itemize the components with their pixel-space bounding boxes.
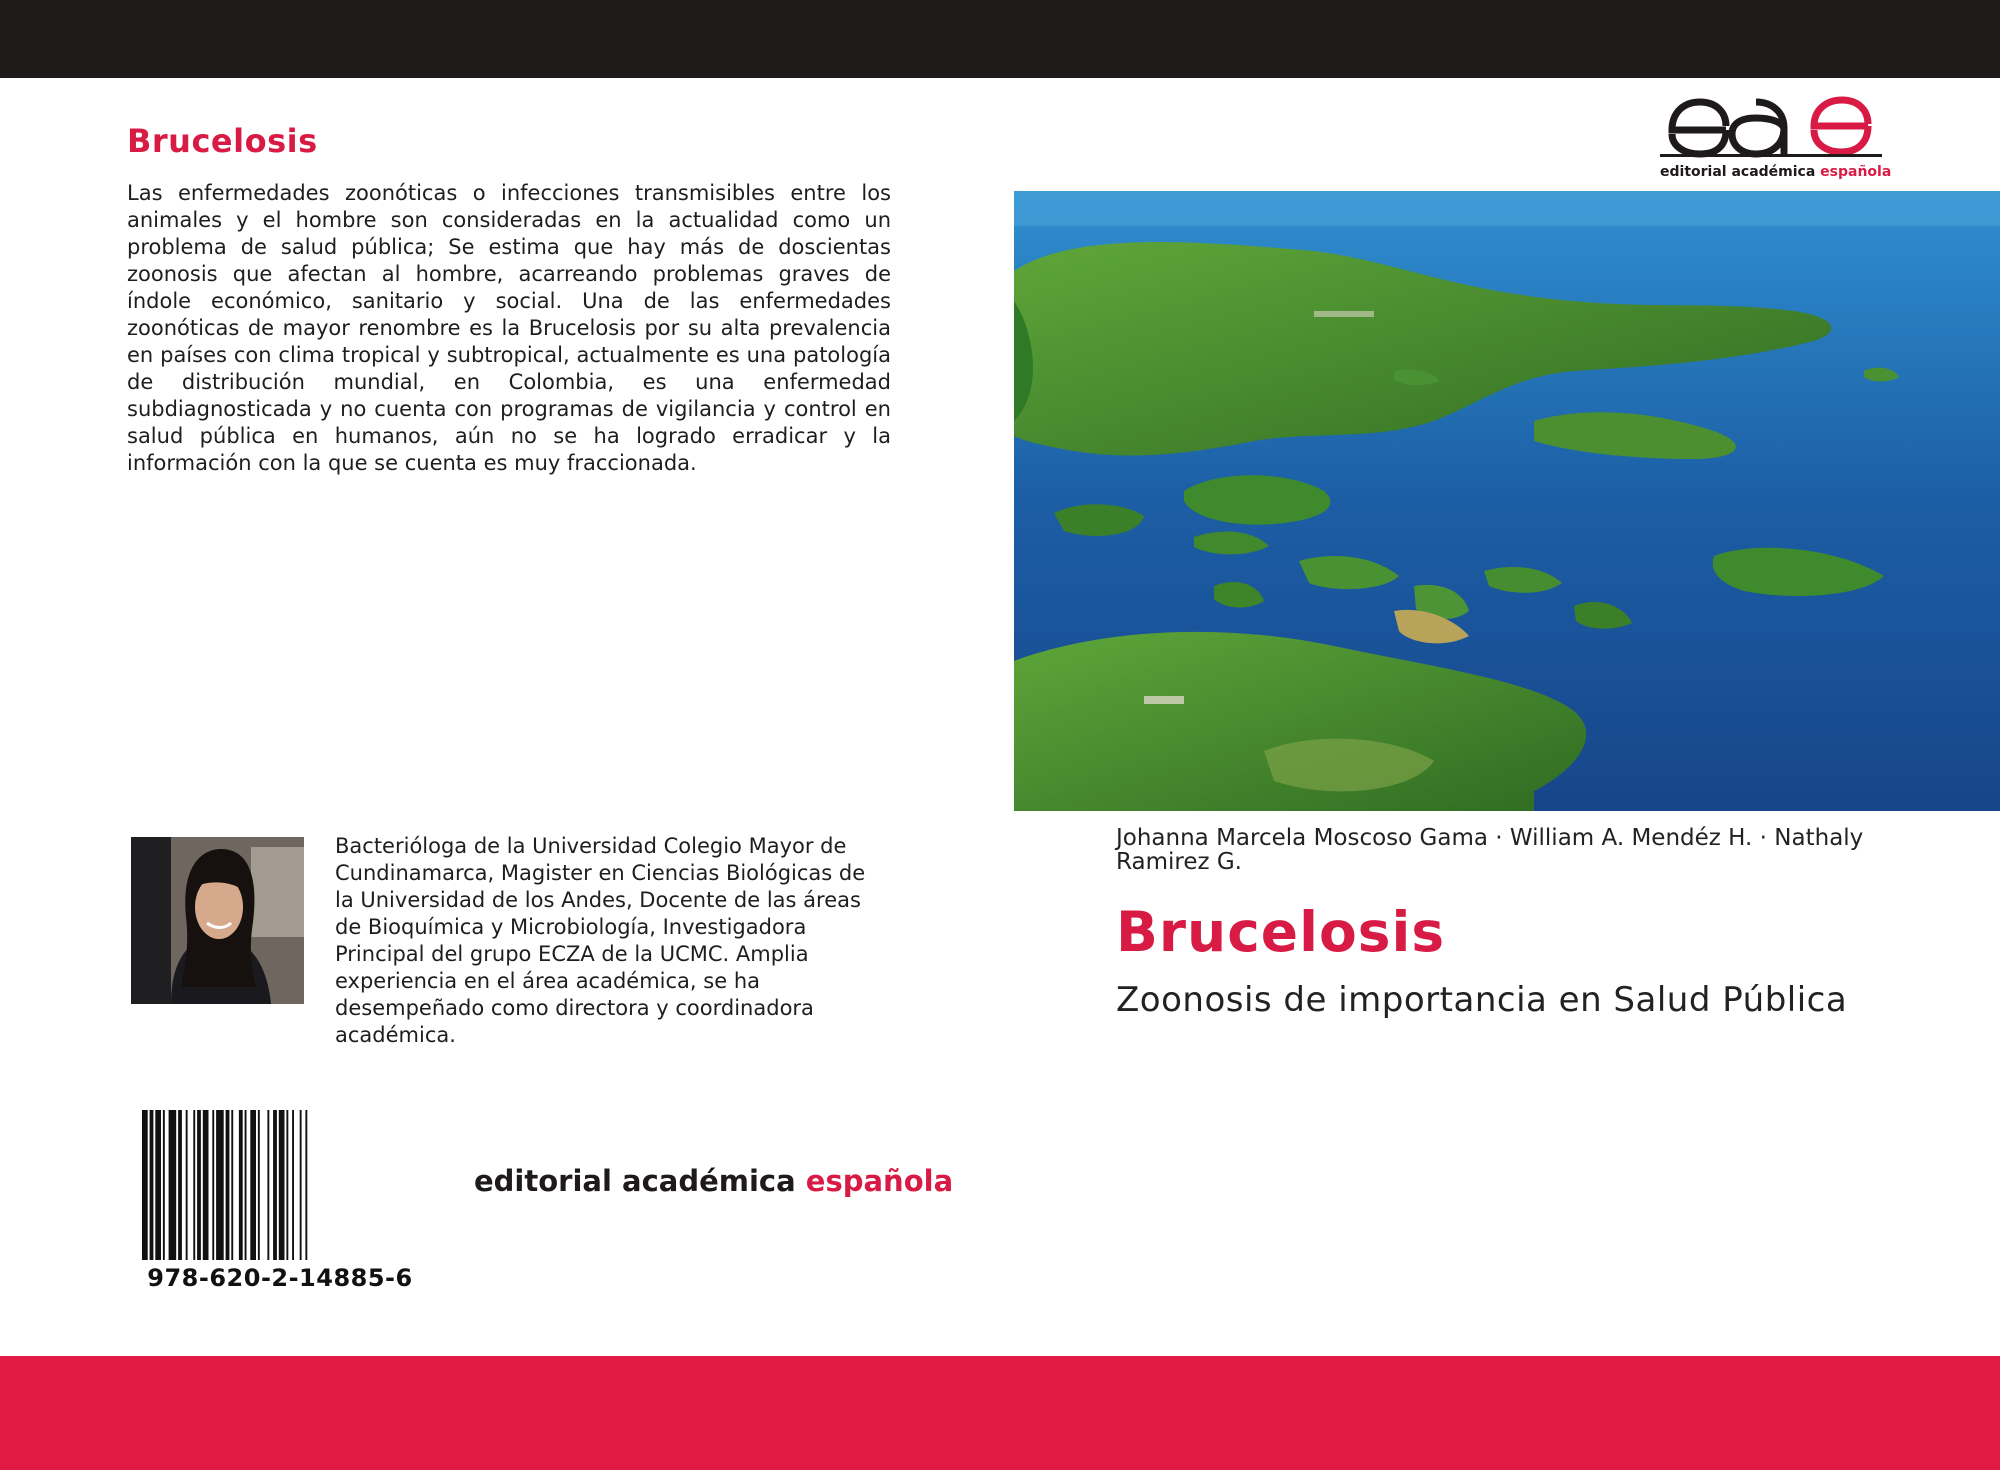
isbn-number: 978-620-2-14885-6 <box>147 1264 413 1292</box>
barcode-bar <box>292 1110 294 1260</box>
author-photo <box>131 837 304 1004</box>
barcode-bar <box>286 1110 288 1260</box>
barcode-bar <box>231 1110 233 1260</box>
barcode-bar <box>197 1110 201 1260</box>
barcode-bar <box>267 1110 269 1260</box>
author-portrait-image <box>131 837 304 1004</box>
logo-caption <box>1660 164 1892 180</box>
barcode-bar <box>226 1110 230 1260</box>
imprint-accent: española <box>805 1164 954 1198</box>
barcode-bar <box>169 1110 177 1260</box>
barcode-bar <box>245 1110 247 1260</box>
barcode-bar <box>250 1110 256 1260</box>
bottom-band <box>0 1356 2000 1470</box>
barcode-bar <box>193 1110 195 1260</box>
logo-caption-main: editorial académica <box>1660 164 1816 180</box>
isbn-barcode <box>140 1110 420 1260</box>
barcode-bar <box>186 1110 188 1260</box>
barcode-bar <box>273 1110 277 1260</box>
front-cover-title: Brucelosis <box>1116 900 1446 964</box>
barcode-bar <box>212 1110 214 1260</box>
barcode-bar <box>142 1110 148 1260</box>
cover-photo-islands <box>1014 191 2000 811</box>
barcode-bar <box>305 1110 307 1260</box>
barcode-bar <box>150 1110 154 1260</box>
barcode-icon <box>140 1110 420 1260</box>
barcode-bar <box>279 1110 285 1260</box>
eae-logo-icon <box>1660 96 1882 158</box>
barcode-bar <box>178 1110 182 1260</box>
book-blurb: Las enfermedades zoonóticas o infecciones transmisibles entre los animales y el hombre son consideradas en la actualidad como un problema de salud pública; Se estima que hay más de doscientas zoonosis que afectan al hombre, acarreando problemas graves de índole económico, sanitario y social. Una de las enfermedades zoonóticas de mayor renombre es la Brucelosis por su alta prevalencia en países con clima tropical y subtropical, actualmente es una patología de distribución mundial, en Colombia, es una enfermedad subdiagnosticada y no cuenta con programas de vigilancia y control en salud pública en humanos, aún no se ha logrado erradicar y la información con la que se cuenta es muy fraccionada. <box>127 181 891 475</box>
barcode-bar <box>216 1110 224 1260</box>
barcode-bar <box>300 1110 302 1260</box>
book-authors: Johanna Marcela Moscoso Gama · William A. Mendéz H. · Nathaly Ramirez G. <box>1116 825 1864 875</box>
barcode-bar <box>203 1110 209 1260</box>
barcode-bar <box>258 1110 260 1260</box>
publisher-logo <box>1660 96 1892 188</box>
aerial-islands-image <box>1014 191 2000 811</box>
author-bio: Bacterióloga de la Universidad Colegio Mayor de Cundinamarca, Magister en Ciencias Biológicas de la Universidad de los Andes, Docente de las áreas de Bioquímica y Microbiología, Investigadora Principal del grupo ECZA de la UCMC. Amplia experiencia en el área académica, se ha desempeñado como directora y coordinadora académica. <box>335 834 866 1047</box>
barcode-bar <box>163 1110 165 1260</box>
imprint-main: editorial académica <box>474 1164 796 1198</box>
barcode-bar <box>239 1110 243 1260</box>
imprint-wordmark <box>474 1164 953 1198</box>
logo-caption-accent: española <box>1820 164 1892 180</box>
barcode-bar <box>155 1110 161 1260</box>
top-band <box>0 0 2000 78</box>
back-cover-title: Brucelosis <box>127 122 318 160</box>
front-cover-subtitle: Zoonosis de importancia en Salud Pública <box>1116 980 1848 1020</box>
